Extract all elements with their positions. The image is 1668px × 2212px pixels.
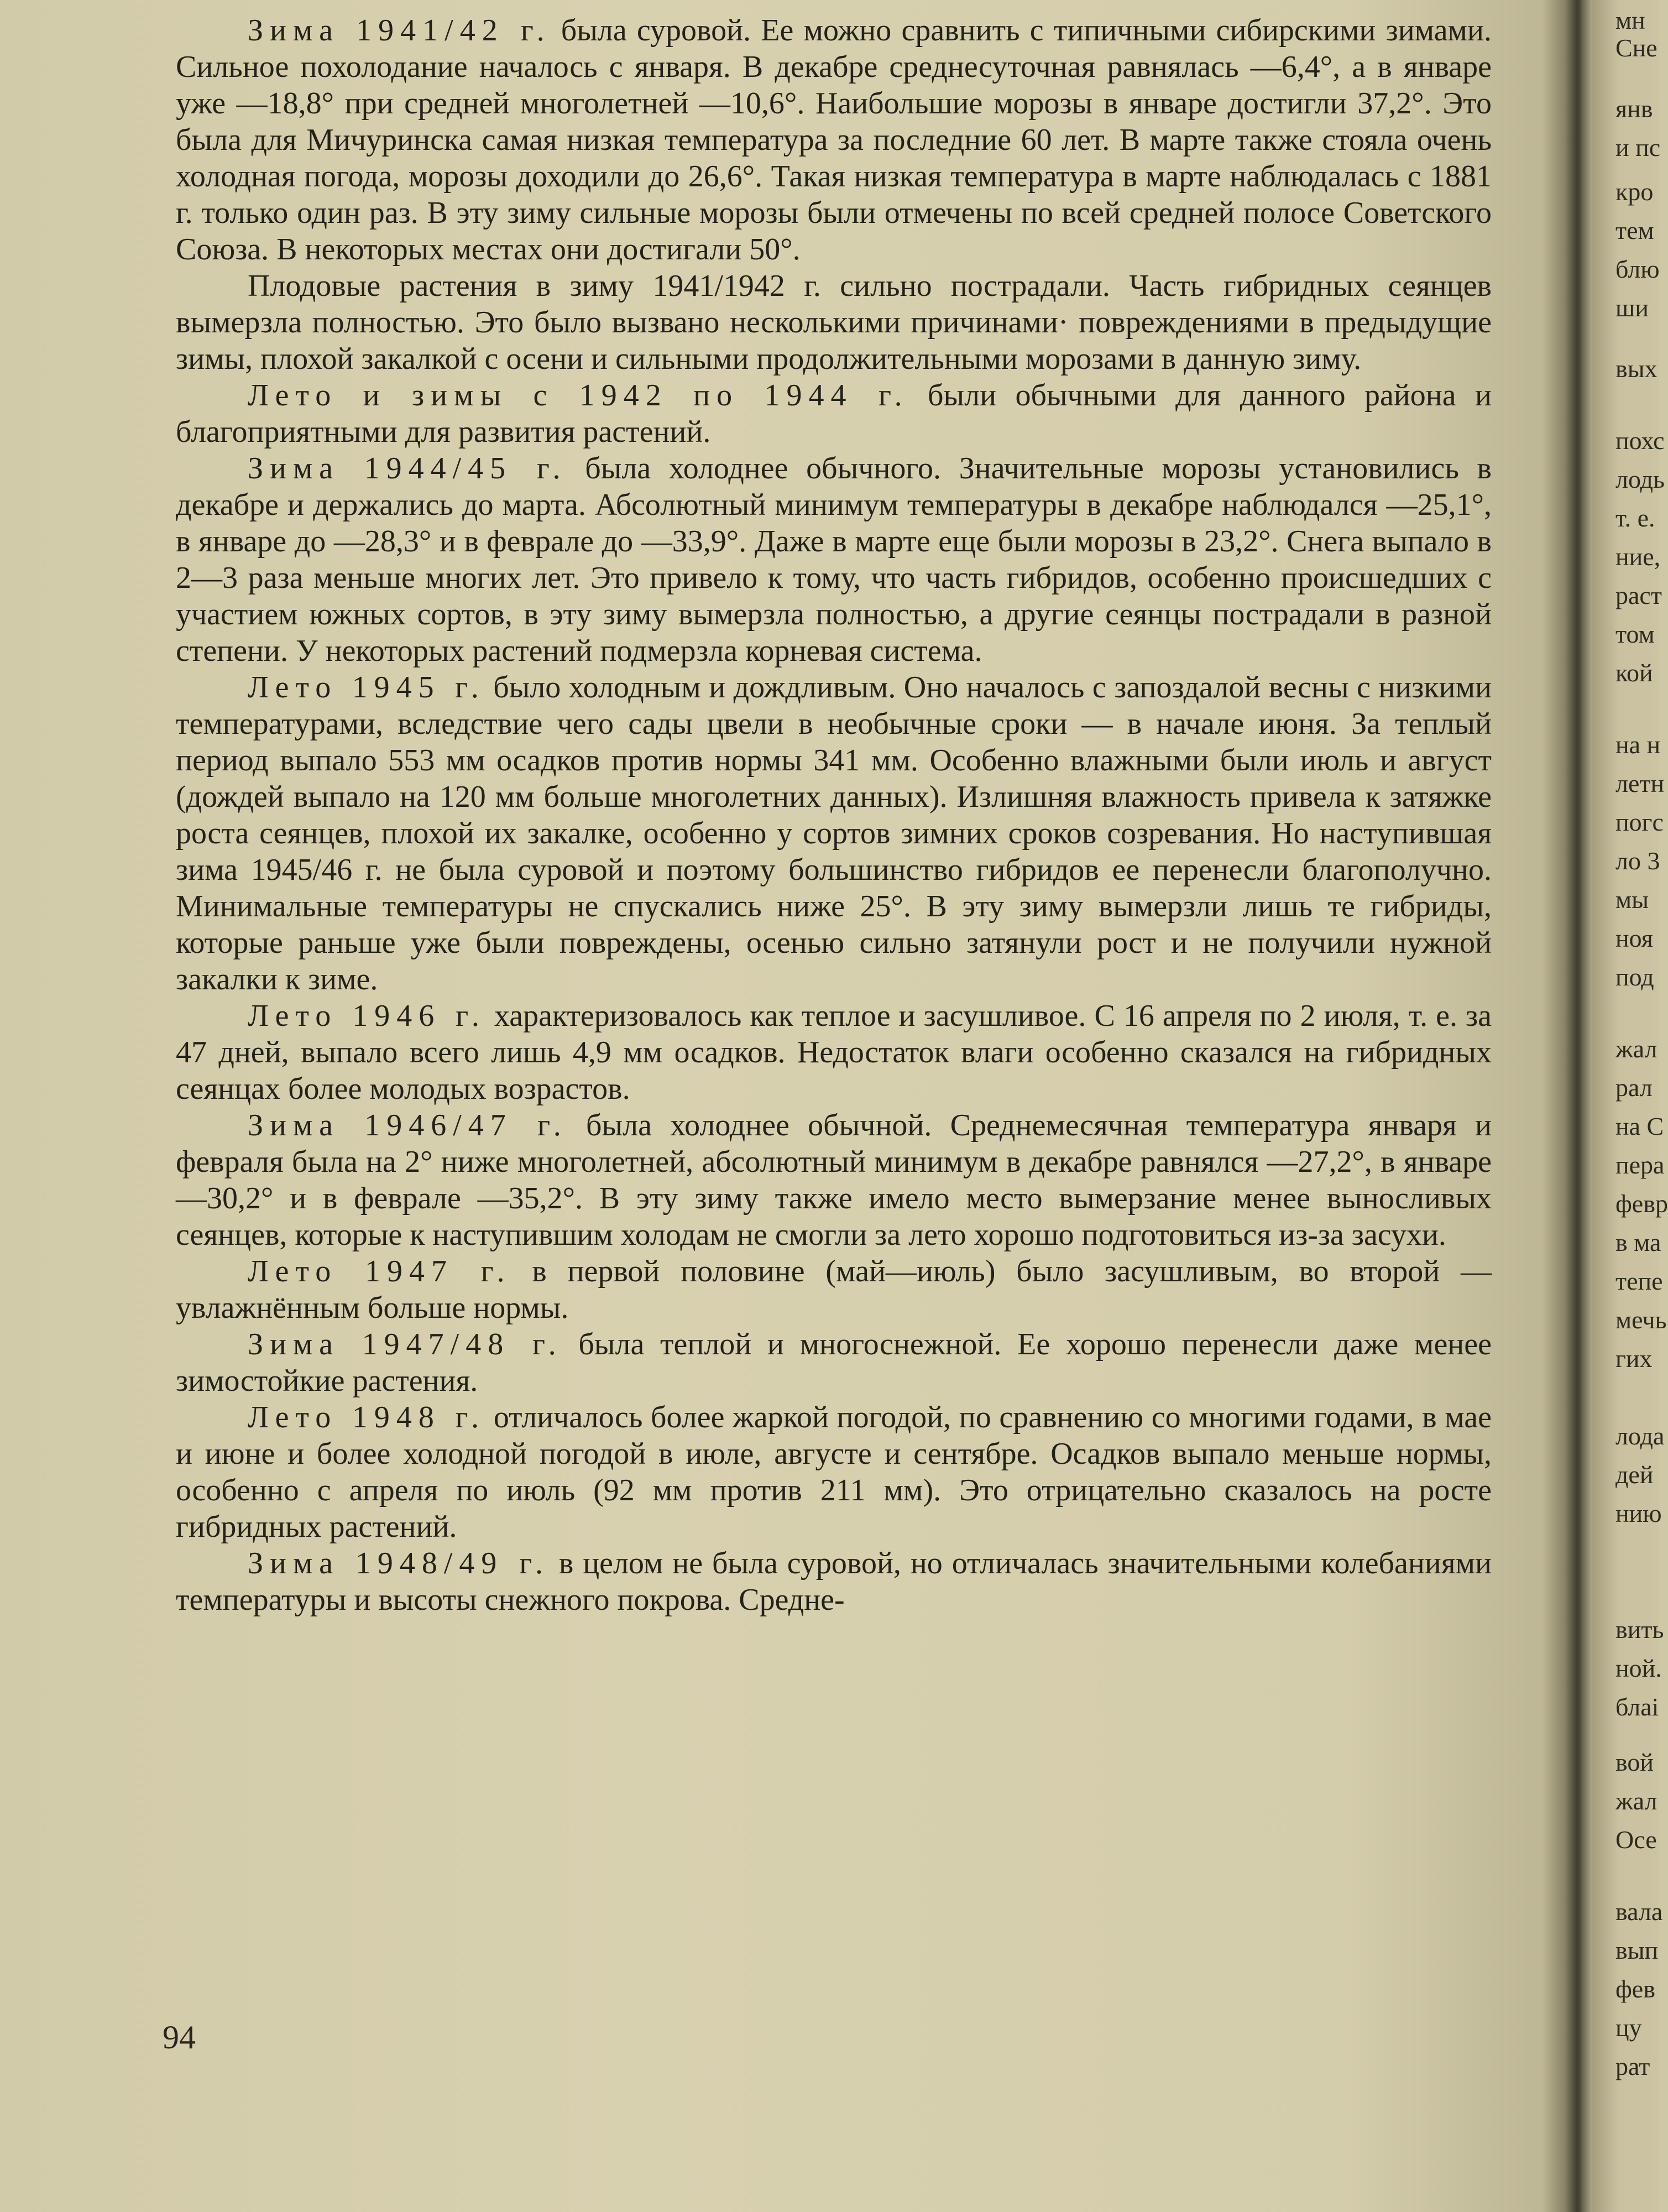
facing-page-fragment: т. е. <box>1615 504 1655 532</box>
page-number: 94 <box>163 2019 196 2056</box>
paragraph-lead: Зима 1948/49 г. <box>248 1546 550 1580</box>
paragraph-text: была теплой и многоснежной. Ее хорошо перенесли даже менее зимостойкие растения. <box>176 1327 1492 1398</box>
facing-page-fragment: ние, <box>1615 542 1661 571</box>
paragraph-text: была холоднее обычной. Среднемесячная температура января и февраля была на 2° ниже многолетней, абсолютный минимум в декабре равнялся —27,2°, в январе —30,2° и в феврале —35,2°. В эту зиму также имело место вымерзание менее выносливых сеянцев, которые к наступившим холодам не смогли за лето хорошо подготовиться из-за засухи. <box>176 1108 1492 1252</box>
paragraph <box>176 12 1492 268</box>
paragraph <box>176 268 1492 377</box>
facing-page-fragment: Сне <box>1615 34 1657 62</box>
book-gutter-shadow <box>1542 0 1592 2212</box>
facing-page-fragment: жал <box>1615 1787 1657 1815</box>
facing-page-fragment: на н <box>1615 731 1661 759</box>
facing-page-fragment: ло 3 <box>1615 847 1660 875</box>
facing-page-fragment: жал <box>1615 1035 1657 1063</box>
paragraph <box>176 1399 1492 1545</box>
facing-page-fragment: блю <box>1615 255 1660 283</box>
facing-page-fragment: Осе <box>1615 1825 1657 1854</box>
paragraph-text: в целом не была суровой, но отличалась значительными колебаниями температуры и высоты снежного покрова. Средне- <box>176 1546 1492 1617</box>
facing-page-fragment: раст <box>1615 581 1662 609</box>
paragraph-text: отличалось более жаркой погодой, по сравнению со многими годами, в мае и июне и более холодной погодой в июле, августе и сентябре. Осадков выпало меньше нормы, особенно с апреля по июль (92 мм против 211 мм). Это отрицательно сказалось на росте гибридных растений. <box>176 1400 1492 1544</box>
facing-page-fragment: янв <box>1615 95 1653 123</box>
facing-page-fragment: фев <box>1615 1975 1655 2003</box>
facing-page-fragment: ши <box>1615 294 1649 322</box>
facing-page-fragment: гих <box>1615 1344 1653 1373</box>
paragraph <box>176 1107 1492 1253</box>
facing-page-fragment: мечь <box>1615 1306 1667 1334</box>
facing-page-fragment: нию <box>1615 1499 1662 1527</box>
paragraph <box>176 1326 1492 1399</box>
facing-page-fragment: кро <box>1615 178 1654 206</box>
paragraph-lead: Зима 1946/47 г. <box>248 1108 568 1142</box>
paragraph <box>176 998 1492 1107</box>
facing-page-fragment: цу <box>1615 2013 1642 2042</box>
facing-page-fragment: кой <box>1615 659 1653 687</box>
facing-page-fragment: похс <box>1615 426 1665 455</box>
facing-page-fragment: ной. <box>1615 1654 1662 1682</box>
paragraph-lead: Лето 1946 г. <box>248 999 486 1033</box>
facing-page-fragment: под <box>1615 963 1654 991</box>
paragraph <box>176 1253 1492 1326</box>
paragraph-text: характеризовалось как теплое и засушливое. С 16 апреля по 2 июля, т. е. за 47 дней, выпало всего лишь 4,9 мм осадков. Недостаток влаги особенно сказался на гибридных сеянцах более молодых возрастов. <box>176 999 1492 1106</box>
paragraph-lead: Лето и зимы с 1942 по 1944 г. <box>248 378 909 413</box>
facing-page-fragment: тем <box>1615 216 1654 244</box>
facing-page-fragment: вып <box>1615 1936 1659 1964</box>
facing-page-fragment: дей <box>1615 1460 1654 1489</box>
facing-page-fragment: ноя <box>1615 924 1653 952</box>
paragraph-lead: Зима 1941/42 г. <box>248 13 551 48</box>
paragraph-text: были обычными для данного района и благоприятными для развития растений. <box>176 378 1492 449</box>
paragraph-text: была холоднее обычного. Значительные морозы установились в декабре и держались до марта. Абсолютный минимум температуры в декабре наблюдался —25,1°, в январе до —28,3° и в феврале до —33,9°. Даже в марте еще были морозы в 23,2°. Снега выпало в 2—3 раза меньше многих лет. Это привело к тому, что часть гибридов, особенно происшедших с участием южных сортов, в эту зиму вымерзла полностью, а другие сеянцы пострадали в разной степени. У некоторых растений подмерзла корневая система. <box>176 451 1492 668</box>
facing-page-fragment: пера <box>1615 1151 1665 1179</box>
facing-page-fragment: и пс <box>1615 133 1661 161</box>
facing-page-fragment: тепе <box>1615 1267 1663 1295</box>
facing-page-fragment: вой <box>1615 1748 1654 1776</box>
facing-page-fragment: том <box>1615 620 1655 648</box>
facing-page-fragment: лодь <box>1615 465 1665 493</box>
facing-page-fragment: мн <box>1615 6 1645 34</box>
facing-page-fragment: в ма <box>1615 1228 1661 1256</box>
paragraph <box>176 450 1492 669</box>
facing-page-fragment: вых <box>1615 354 1657 383</box>
facing-page-edge <box>1592 0 1659 2212</box>
paragraph-text: было холодным и дождливым. Оно началось с запоздалой весны с низкими температурами, вследствие чего сады цвели в необычные сроки — в начале июня. За теплый период выпало 553 мм осадков против нормы 341 мм. Особенно влажными были июль и август (дождей выпало на 120 мм больше многолетних данных). Излишняя влажность привела к затяжке роста сеянцев, плохой их закалке, особенно у сортов зимних сроков созревания. Но наступившая зима 1945/46 г. не была суровой и поэтому большинство гибридов ее перенесли благополучно. Минимальные температуры не спускались ниже 25°. В эту зиму вымерзли лишь те гибриды, которые раньше уже были повреждены, осенью сильно затянули рост и не получили нужной закалки к зиме. <box>176 670 1492 997</box>
paragraph <box>176 669 1492 998</box>
paragraph-text: была суровой. Ее можно сравнить с типичными сибирскими зимами. Сильное похолодание началось с января. В декабре среднесуточная равнялась —6,4°, а в январе уже —18,8° при средней многолетней —10,6°. Наибольшие морозы в январе достигли 37,2°. Это была для Мичуринска самая низкая температура за последние 60 лет. В марте также стояла очень холодная погода, морозы доходили до 26,6°. Такая низкая температура в марте наблюдалась с 1881 г. только один раз. В эту зиму сильные морозы были отмечены по всей средней полосе Советского Союза. В некоторых местах они достигали 50°. <box>176 13 1492 267</box>
paragraph-lead: Зима 1944/45 г. <box>248 451 567 486</box>
paragraph-text: Плодовые растения в зиму 1941/1942 г. сильно пострадали. Часть гибридных сеянцев вымерзла полностью. Это было вызвано несколькими причинами· повреждениями в предыдущие зимы, плохой закалкой с осени и сильными продолжительными морозами в данную зиму. <box>176 269 1492 376</box>
facing-page-fragment: февр <box>1615 1190 1668 1218</box>
facing-page-fragment: блаі <box>1615 1693 1659 1721</box>
facing-page-fragment: на С <box>1615 1112 1664 1140</box>
facing-page-fragment: летн <box>1615 769 1665 797</box>
paragraph <box>176 377 1492 450</box>
paragraph <box>176 1545 1492 1618</box>
paragraph-lead: Лето 1947 г. <box>248 1254 511 1288</box>
paragraph-lead: Зима 1947/48 г. <box>248 1327 563 1361</box>
paragraph-text: в первой половине (май—июль) было засушливым, во второй — увлажнённым больше нормы. <box>176 1254 1492 1325</box>
paragraph-lead: Лето 1945 г. <box>248 670 485 705</box>
facing-page-fragment: вала <box>1615 1897 1663 1926</box>
facing-page-fragment: вить <box>1615 1615 1664 1644</box>
page-body-text <box>176 12 1492 1618</box>
paragraph-lead: Лето 1948 г. <box>248 1400 486 1434</box>
facing-page-fragment: погс <box>1615 808 1664 836</box>
facing-page-fragment: мы <box>1615 885 1649 914</box>
facing-page-fragment: рат <box>1615 2052 1650 2080</box>
facing-page-fragment: рал <box>1615 1073 1653 1102</box>
facing-page-fragment: лода <box>1615 1422 1665 1450</box>
